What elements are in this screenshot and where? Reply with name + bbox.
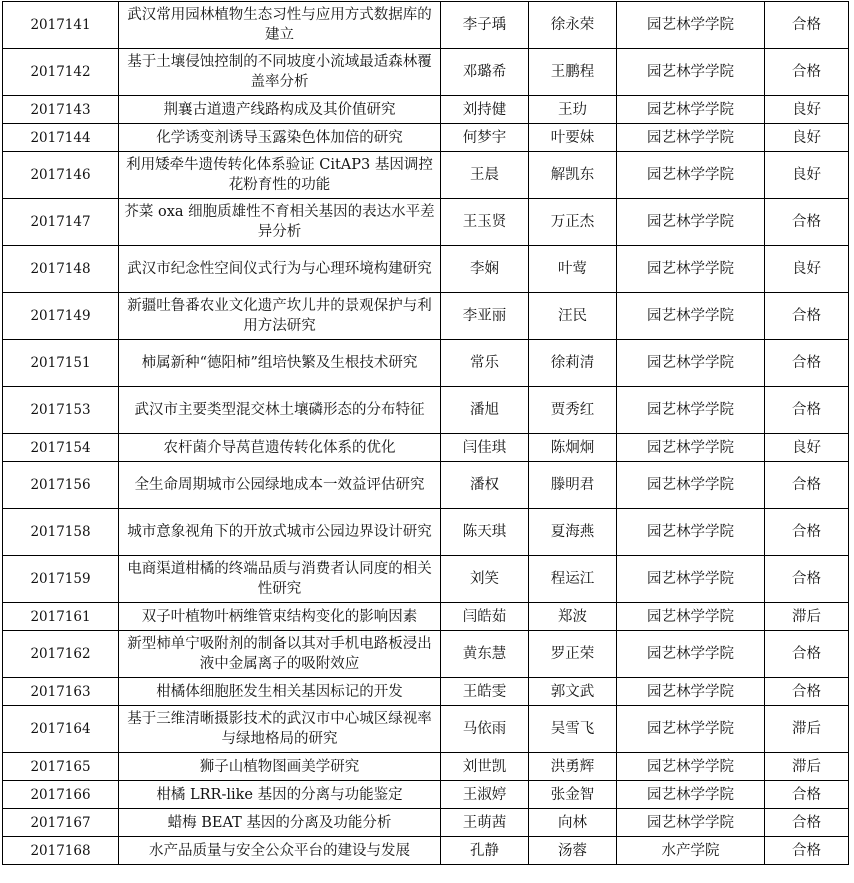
project-title: 电商渠道柑橘的终端品质与消费者认同度的相关性研究	[119, 556, 441, 603]
student-name: 王淑婷	[441, 781, 529, 809]
student-name: 王晨	[441, 152, 529, 199]
project-id: 2017141	[3, 2, 119, 49]
table-row	[3, 706, 849, 753]
college-name: 园艺林学学院	[617, 340, 765, 387]
table-row	[3, 124, 849, 152]
project-id: 2017154	[3, 434, 119, 462]
project-id: 2017161	[3, 603, 119, 631]
student-name: 闫佳琪	[441, 434, 529, 462]
student-name: 闫皓茹	[441, 603, 529, 631]
table-row	[3, 152, 849, 199]
advisor-name: 罗正荣	[529, 631, 617, 678]
table-row	[3, 678, 849, 706]
advisor-name: 徐永荣	[529, 2, 617, 49]
advisor-name: 叶要妹	[529, 124, 617, 152]
project-id: 2017168	[3, 837, 119, 865]
grade: 良好	[765, 96, 849, 124]
project-id: 2017165	[3, 753, 119, 781]
project-id: 2017148	[3, 246, 119, 293]
project-title: 利用矮牵牛遗传转化体系验证 CitAP3 基因调控花粉育性的功能	[119, 152, 441, 199]
grade: 良好	[765, 124, 849, 152]
project-id: 2017166	[3, 781, 119, 809]
project-title: 柿属新种“德阳柿”组培快繁及生根技术研究	[119, 340, 441, 387]
project-table	[2, 1, 849, 865]
table-row	[3, 434, 849, 462]
table-row	[3, 509, 849, 556]
project-title: 基于三维清晰摄影技术的武汉市中心城区绿视率与绿地格局的研究	[119, 706, 441, 753]
advisor-name: 洪勇辉	[529, 753, 617, 781]
table-row	[3, 387, 849, 434]
project-title: 荆襄古道遗产线路构成及其价值研究	[119, 96, 441, 124]
project-id: 2017151	[3, 340, 119, 387]
college-name: 园艺林学学院	[617, 152, 765, 199]
advisor-name: 陈炯炯	[529, 434, 617, 462]
project-title: 狮子山植物图画美学研究	[119, 753, 441, 781]
advisor-name: 张金智	[529, 781, 617, 809]
college-name: 园艺林学学院	[617, 678, 765, 706]
grade: 合格	[765, 678, 849, 706]
table-row	[3, 2, 849, 49]
college-name: 园艺林学学院	[617, 124, 765, 152]
grade: 良好	[765, 152, 849, 199]
project-title: 新型柿单宁吸附剂的制备以其对手机电路板浸出液中金属离子的吸附效应	[119, 631, 441, 678]
table-row	[3, 96, 849, 124]
student-name: 潘权	[441, 462, 529, 509]
project-title: 双子叶植物叶柄维管束结构变化的影响因素	[119, 603, 441, 631]
student-name: 常乐	[441, 340, 529, 387]
grade: 滞后	[765, 603, 849, 631]
grade: 合格	[765, 2, 849, 49]
college-name: 园艺林学学院	[617, 96, 765, 124]
student-name: 马依雨	[441, 706, 529, 753]
student-name: 孔静	[441, 837, 529, 865]
advisor-name: 夏海燕	[529, 509, 617, 556]
table-row	[3, 631, 849, 678]
student-name: 刘世凯	[441, 753, 529, 781]
table-body	[3, 2, 849, 865]
college-name: 园艺林学学院	[617, 603, 765, 631]
college-name: 园艺林学学院	[617, 293, 765, 340]
student-name: 王萌茜	[441, 809, 529, 837]
college-name: 园艺林学学院	[617, 781, 765, 809]
table-row	[3, 603, 849, 631]
table-row	[3, 753, 849, 781]
grade: 合格	[765, 387, 849, 434]
college-name: 水产学院	[617, 837, 765, 865]
grade: 滞后	[765, 706, 849, 753]
advisor-name: 滕明君	[529, 462, 617, 509]
advisor-name: 汤蓉	[529, 837, 617, 865]
project-title: 新疆吐鲁番农业文化遗产坎儿井的景观保护与利用方法研究	[119, 293, 441, 340]
advisor-name: 叶莺	[529, 246, 617, 293]
grade: 合格	[765, 293, 849, 340]
project-title: 蜡梅 BEAT 基因的分离及功能分析	[119, 809, 441, 837]
college-name: 园艺林学学院	[617, 49, 765, 96]
advisor-name: 徐莉清	[529, 340, 617, 387]
project-title: 柑橘 LRR-like 基因的分离与功能鉴定	[119, 781, 441, 809]
college-name: 园艺林学学院	[617, 556, 765, 603]
grade: 良好	[765, 246, 849, 293]
table-row	[3, 837, 849, 865]
table-row	[3, 246, 849, 293]
advisor-name: 万正杰	[529, 199, 617, 246]
grade: 合格	[765, 462, 849, 509]
project-title: 全生命周期城市公园绿地成本一效益评估研究	[119, 462, 441, 509]
project-id: 2017149	[3, 293, 119, 340]
college-name: 园艺林学学院	[617, 753, 765, 781]
college-name: 园艺林学学院	[617, 2, 765, 49]
student-name: 李亚丽	[441, 293, 529, 340]
project-id: 2017164	[3, 706, 119, 753]
advisor-name: 解凯东	[529, 152, 617, 199]
advisor-name: 郭文武	[529, 678, 617, 706]
project-id: 2017146	[3, 152, 119, 199]
project-title: 武汉市主要类型混交林土壤磷形态的分布特征	[119, 387, 441, 434]
project-title: 化学诱变剂诱导玉露染色体加倍的研究	[119, 124, 441, 152]
project-title: 水产品质量与安全公众平台的建设与发展	[119, 837, 441, 865]
project-id: 2017158	[3, 509, 119, 556]
college-name: 园艺林学学院	[617, 246, 765, 293]
college-name: 园艺林学学院	[617, 631, 765, 678]
student-name: 邓璐希	[441, 49, 529, 96]
student-name: 王皓雯	[441, 678, 529, 706]
grade: 合格	[765, 340, 849, 387]
project-id: 2017142	[3, 49, 119, 96]
college-name: 园艺林学学院	[617, 809, 765, 837]
project-title: 农杆菌介导莴苣遗传转化体系的优化	[119, 434, 441, 462]
grade: 合格	[765, 631, 849, 678]
project-id: 2017153	[3, 387, 119, 434]
student-name: 李子瑀	[441, 2, 529, 49]
advisor-name: 王玏	[529, 96, 617, 124]
project-id: 2017167	[3, 809, 119, 837]
advisor-name: 贾秀红	[529, 387, 617, 434]
college-name: 园艺林学学院	[617, 706, 765, 753]
table-row	[3, 462, 849, 509]
table-row	[3, 556, 849, 603]
college-name: 园艺林学学院	[617, 509, 765, 556]
table-row	[3, 781, 849, 809]
grade: 滞后	[765, 753, 849, 781]
project-id: 2017156	[3, 462, 119, 509]
project-title: 芥菜 oxa 细胞质雄性不育相关基因的表达水平差异分析	[119, 199, 441, 246]
student-name: 刘笑	[441, 556, 529, 603]
table-row	[3, 293, 849, 340]
advisor-name: 汪民	[529, 293, 617, 340]
advisor-name: 王鹏程	[529, 49, 617, 96]
grade: 合格	[765, 199, 849, 246]
grade: 良好	[765, 434, 849, 462]
student-name: 陈天琪	[441, 509, 529, 556]
grade: 合格	[765, 809, 849, 837]
student-name: 何梦宇	[441, 124, 529, 152]
student-name: 王玉贤	[441, 199, 529, 246]
project-id: 2017144	[3, 124, 119, 152]
advisor-name: 吴雪飞	[529, 706, 617, 753]
table-row	[3, 199, 849, 246]
project-title: 武汉常用园林植物生态习性与应用方式数据库的建立	[119, 2, 441, 49]
project-id: 2017159	[3, 556, 119, 603]
project-title: 武汉市纪念性空间仪式行为与心理环境构建研究	[119, 246, 441, 293]
grade: 合格	[765, 556, 849, 603]
advisor-name: 郑波	[529, 603, 617, 631]
college-name: 园艺林学学院	[617, 434, 765, 462]
grade: 合格	[765, 837, 849, 865]
advisor-name: 向林	[529, 809, 617, 837]
student-name: 黄东慧	[441, 631, 529, 678]
student-name: 李娴	[441, 246, 529, 293]
college-name: 园艺林学学院	[617, 387, 765, 434]
project-id: 2017143	[3, 96, 119, 124]
grade: 合格	[765, 49, 849, 96]
table-row	[3, 49, 849, 96]
project-id: 2017162	[3, 631, 119, 678]
grade: 合格	[765, 781, 849, 809]
table-row	[3, 340, 849, 387]
project-title: 柑橘体细胞胚发生相关基因标记的开发	[119, 678, 441, 706]
project-id: 2017163	[3, 678, 119, 706]
student-name: 潘旭	[441, 387, 529, 434]
grade: 合格	[765, 509, 849, 556]
student-name: 刘持健	[441, 96, 529, 124]
project-title: 基于土壤侵蚀控制的不同坡度小流域最适森林覆盖率分析	[119, 49, 441, 96]
table-row	[3, 809, 849, 837]
project-id: 2017147	[3, 199, 119, 246]
advisor-name: 程运江	[529, 556, 617, 603]
college-name: 园艺林学学院	[617, 462, 765, 509]
project-title: 城市意象视角下的开放式城市公园边界设计研究	[119, 509, 441, 556]
college-name: 园艺林学学院	[617, 199, 765, 246]
